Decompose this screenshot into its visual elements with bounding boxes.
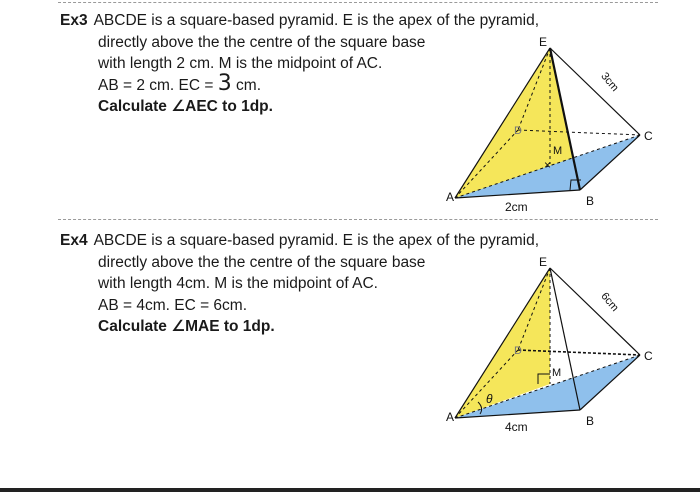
exercise-3-line-3: with length 2 cm. M is the midpoint of AC.	[98, 55, 383, 72]
label-E: E	[539, 255, 548, 269]
label-B: B	[586, 414, 595, 428]
theta-label: θ	[486, 392, 493, 406]
midpoint-cross: ×	[544, 158, 552, 172]
exercise-3-line-2: directly above the the centre of the square base	[98, 33, 426, 51]
handwritten-3: 3	[217, 70, 232, 96]
label-E: E	[539, 35, 548, 49]
exercise-4-line-2: directly above the the centre of the square base	[98, 253, 426, 271]
pyramid-diagram-4	[440, 250, 660, 435]
exercise-3-line-1: ABCDE is a square-based pyramid. E is the apex of the pyramid,	[93, 12, 539, 29]
label-B: B	[586, 194, 595, 208]
exercise-3-task: Calculate ∠AEC to 1dp.	[98, 98, 273, 115]
label-M: M	[553, 145, 563, 157]
pyramid-diagram-3	[440, 30, 660, 215]
label-M: M	[552, 367, 562, 379]
exercise-4-line-4: AB = 4cm. EC = 6cm.	[98, 296, 248, 314]
exercise-4-tag: Ex4	[60, 232, 88, 249]
label-C: C	[644, 349, 653, 363]
label-A: A	[446, 190, 455, 204]
exercise-3-line-4b: cm.	[231, 76, 262, 94]
exercise-3-line-4a: AB = 2 cm. EC =	[98, 76, 218, 94]
edge-length-label: 3cm	[598, 70, 621, 94]
label-C: C	[644, 129, 653, 143]
exercise-4-line-1: ABCDE is a square-based pyramid. E is the apex of the pyramid,	[93, 232, 539, 249]
edge-length-label: 6cm	[598, 290, 621, 314]
exercise-4-line-3: with length 4cm. M is the midpoint of AC.	[98, 275, 378, 292]
base-length-label: 4cm	[505, 420, 528, 434]
edge-EC	[550, 268, 640, 355]
label-D: D	[514, 345, 522, 357]
exercise-3-tag: Ex3	[60, 12, 88, 29]
label-D: D	[514, 125, 522, 137]
base-length-label: 2cm	[505, 200, 528, 214]
exercise-4-task: Calculate ∠MAE to 1dp.	[98, 318, 275, 335]
bottom-rule	[0, 488, 700, 492]
middle-divider	[58, 219, 658, 220]
label-A: A	[446, 410, 455, 424]
top-divider	[58, 2, 658, 3]
